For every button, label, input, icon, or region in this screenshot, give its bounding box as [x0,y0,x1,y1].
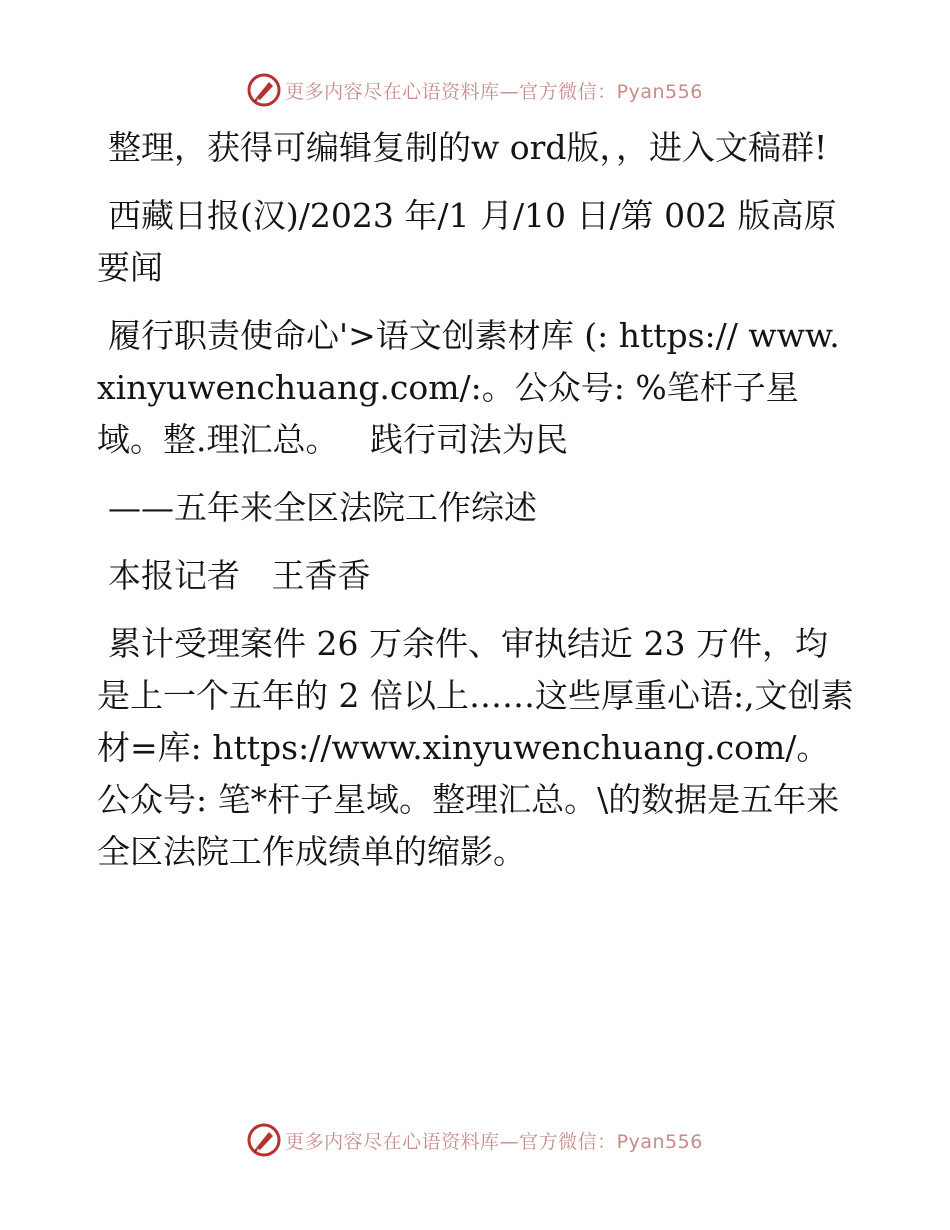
intro-paragraph: 整理，获得可编辑复制的w ord版，，进入文稿群! [108,128,828,167]
title-paragraph: 履行职责使命心'>语文创素材库 (: https:// www.xinyuwenchuang.com/:。公众号: %笔杆子星域。整.理汇总。 践行司法为民 [97,316,840,459]
header-banner-text: 更多内容尽在心语资料库—官方微信：Pyan556 [285,80,703,103]
source-line: 西藏日报(汉)/2023 年/1 月/10 日/第 002 版高原要闻 [97,196,837,287]
subtitle-paragraph: ——五年来全区法院工作综述 [108,488,537,527]
header-banner [0,70,950,110]
footer-banner-text: 更多内容尽在心语资料库—官方微信：Pyan556 [285,1130,703,1153]
byline: 本报记者 王香香 [108,556,371,595]
pen-logo-icon [247,73,281,107]
footer-banner [0,1120,950,1160]
pen-logo-icon [247,1123,281,1157]
body-paragraph: 累计受理案件 26 万余件、审执结近 23 万件，均是上一个五年的 2 倍以上……这些厚重心语:,文创素材=库: https://www.xinyuwenchuang.com/。公众号: 笔*杆子星域。整理汇总。\的数据是五年来全区法院工作成绩单的缩影。 [97,624,854,871]
document-body [97,122,857,878]
